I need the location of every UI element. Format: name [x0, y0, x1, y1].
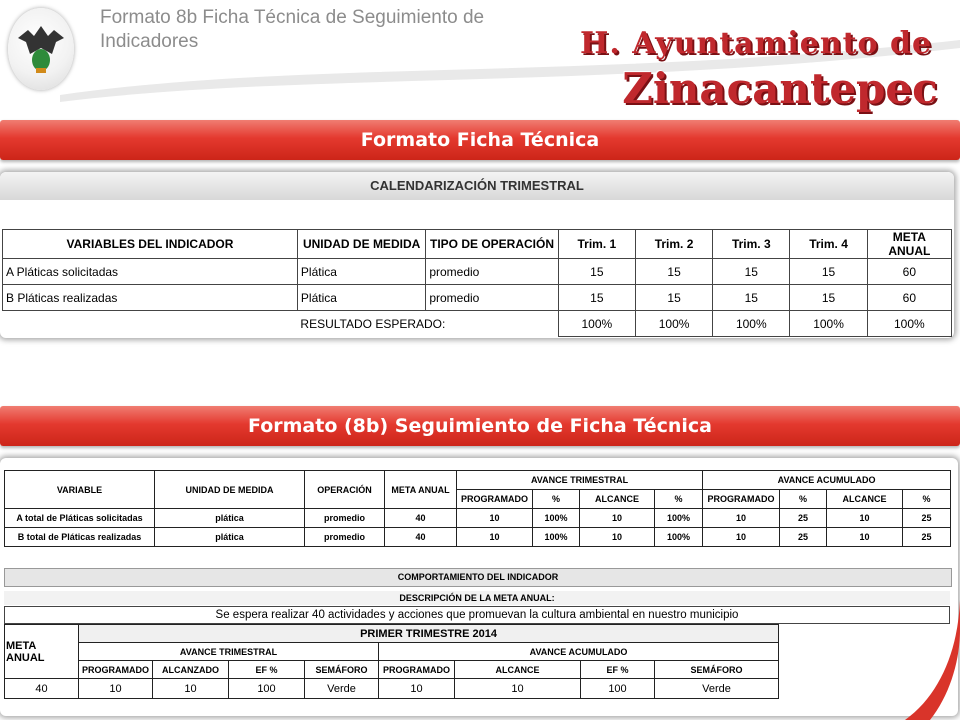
cell: 15: [558, 285, 635, 311]
header-cell: ALCANCE: [455, 661, 581, 679]
header-cell: OPERACIÓN: [305, 471, 385, 509]
header-cell: %: [903, 490, 951, 509]
cell: 100: [229, 679, 305, 699]
header-cell: META ANUAL: [385, 471, 457, 509]
cell: 10: [455, 679, 581, 699]
cell: 100%: [655, 509, 703, 528]
result-row: [3, 311, 952, 337]
calendarizacion-panel: [0, 172, 954, 338]
table-row: [5, 679, 779, 699]
cell: 25: [780, 509, 827, 528]
header-cell: %: [655, 490, 703, 509]
header-cell: EF %: [229, 661, 305, 679]
header-cell: SEMÁFORO: [305, 661, 379, 679]
cell: 100%: [635, 311, 712, 337]
cell: promedio: [305, 528, 385, 547]
cell: promedio: [426, 259, 558, 285]
table-row: [5, 509, 951, 528]
table-row: [5, 528, 951, 547]
header-cell: PRIMER TRIMESTRE 2014: [79, 625, 779, 643]
header-cell: Trim. 2: [635, 230, 712, 259]
cell: A total de Pláticas solicitadas: [5, 509, 155, 528]
header-cell: ALCANCE: [827, 490, 903, 509]
header-cell: %: [533, 490, 580, 509]
cell: 10: [379, 679, 455, 699]
cell: 10: [153, 679, 229, 699]
cell: 15: [790, 259, 867, 285]
header-cell: Trim. 1: [558, 230, 635, 259]
header-cell: PROGRAMADO: [457, 490, 533, 509]
header-cell: %: [780, 490, 827, 509]
cell: 25: [780, 528, 827, 547]
cell: A Pláticas solicitadas: [3, 259, 298, 285]
cell: 100%: [713, 311, 790, 337]
cell: 15: [635, 259, 712, 285]
cell: promedio: [426, 285, 558, 311]
corner-swoosh: [900, 600, 960, 720]
cell: 15: [790, 285, 867, 311]
cell: B Pláticas realizadas: [3, 285, 298, 311]
header-cell: AVANCE TRIMESTRAL: [457, 471, 703, 490]
header-cell: META ANUAL: [867, 230, 951, 259]
cell: 100: [581, 679, 655, 699]
cell: 25: [903, 509, 951, 528]
cell: promedio: [305, 509, 385, 528]
cell: 100%: [533, 509, 580, 528]
cell: 10: [703, 528, 780, 547]
brand-line-2: Zinacantepec: [622, 64, 938, 113]
cell: plática: [155, 509, 305, 528]
cell: 10: [457, 528, 533, 547]
primer-trimestre-table: [4, 624, 779, 699]
comportamiento-title: COMPORTAMIENTO DEL INDICADOR: [4, 568, 952, 587]
banner-ficha-tecnica: Formato Ficha Técnica: [0, 120, 960, 160]
cell: 10: [79, 679, 153, 699]
header-cell: SEMÁFORO: [655, 661, 779, 679]
banner-seguimiento: Formato (8b) Seguimiento de Ficha Técnica: [0, 406, 960, 446]
header-cell: Trim. 3: [713, 230, 790, 259]
header-cell: PROGRAMADO: [379, 661, 455, 679]
brand-line-1: H. Ayuntamiento de: [579, 26, 933, 61]
cell: 15: [713, 285, 790, 311]
cell: B total de Pláticas realizadas: [5, 528, 155, 547]
header-cell: UNIDAD DE MEDIDA: [155, 471, 305, 509]
municipal-logo: [8, 8, 74, 90]
header-cell: PROGRAMADO: [703, 490, 780, 509]
cell: 15: [713, 259, 790, 285]
calendarizacion-table: [2, 229, 952, 337]
header-cell: EF %: [581, 661, 655, 679]
cell: 40: [385, 509, 457, 528]
cell: 40: [5, 679, 79, 699]
cell: 100%: [533, 528, 580, 547]
header-cell: Trim. 4: [790, 230, 867, 259]
table-header-row: [3, 230, 952, 259]
header-title: Formato 8b Ficha Técnica de Seguimiento de Indicadores: [100, 7, 485, 52]
cell: plática: [155, 528, 305, 547]
header-cell: UNIDAD DE MEDIDA: [297, 230, 425, 259]
cell: 100%: [790, 311, 867, 337]
header-cell: ALCANCE: [580, 490, 655, 509]
cell: 60: [867, 285, 951, 311]
cell: 10: [703, 509, 780, 528]
result-label: RESULTADO ESPERADO:: [300, 316, 446, 331]
cell: 10: [580, 509, 655, 528]
cell: 100%: [867, 311, 951, 337]
cell: Verde: [655, 679, 779, 699]
cell: 40: [385, 528, 457, 547]
header-cell: TIPO DE OPERACIÓN: [426, 230, 558, 259]
seguimiento-table: [4, 470, 951, 547]
cell: 15: [635, 285, 712, 311]
cell: 25: [903, 528, 951, 547]
table-row: [3, 285, 952, 311]
header-cell: AVANCE ACUMULADO: [703, 471, 951, 490]
cell: 10: [827, 509, 903, 528]
cell: 10: [827, 528, 903, 547]
cell: 15: [558, 259, 635, 285]
calendarizacion-title: CALENDARIZACIÓN TRIMESTRAL: [0, 172, 954, 200]
cell: Plática: [297, 285, 425, 311]
bat-emblem-icon: [8, 8, 74, 90]
meta-desc-text: Se espera realizar 40 actividades y acciones que promuevan la cultura ambiental en nuestro municipio: [4, 606, 950, 624]
meta-desc-label: DESCRIPCIÓN DE LA META ANUAL:: [4, 591, 950, 605]
cell: 10: [457, 509, 533, 528]
table-row: [3, 259, 952, 285]
header-cell: AVANCE ACUMULADO: [379, 643, 779, 661]
cell: 100%: [558, 311, 635, 337]
cell: 60: [867, 259, 951, 285]
header-cell: VARIABLE: [5, 471, 155, 509]
header-cell: PROGRAMADO: [79, 661, 153, 679]
seguimiento-panel: [0, 458, 958, 716]
header-cell: ALCANZADO: [153, 661, 229, 679]
cell: Plática: [297, 259, 425, 285]
header-cell: META ANUAL: [5, 625, 79, 679]
cell: 10: [580, 528, 655, 547]
cell: 100%: [655, 528, 703, 547]
cell: Verde: [305, 679, 379, 699]
header-cell: VARIABLES DEL INDICADOR: [3, 230, 298, 259]
header-cell: AVANCE TRIMESTRAL: [79, 643, 379, 661]
